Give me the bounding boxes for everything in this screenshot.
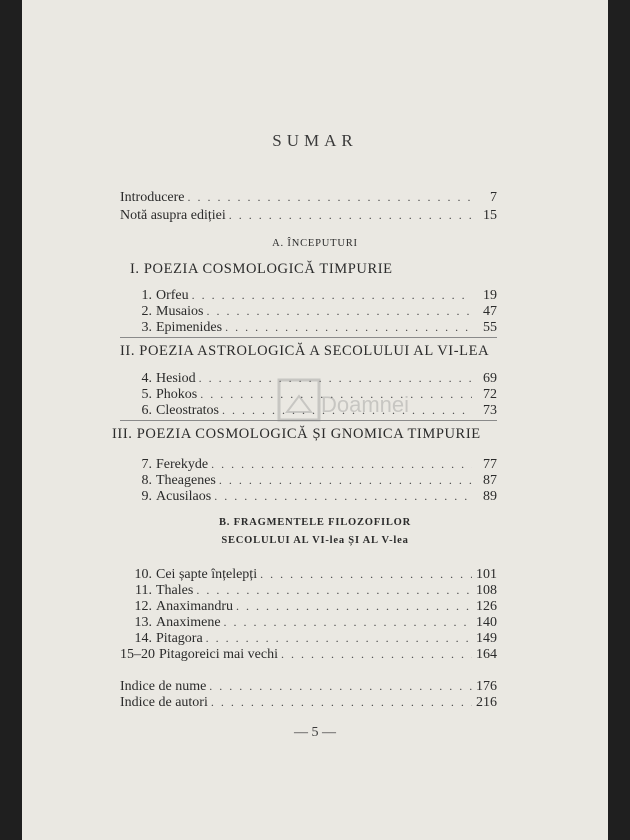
- entry-page: 176: [476, 679, 497, 694]
- leader-dots: [281, 645, 472, 663]
- entry-label: Introducere: [120, 190, 185, 205]
- entry-page: 73: [483, 403, 497, 418]
- entry-page: 77: [483, 457, 497, 472]
- entry-number: 7.: [141, 457, 152, 472]
- entry-page: 101: [476, 567, 497, 582]
- entry-label: Notă asupra ediției: [120, 208, 226, 223]
- watermark-text: Doamnei: [321, 392, 410, 417]
- section-b-heading-line2: SECOLULUI AL VI-lea ȘI AL V-lea: [221, 535, 409, 546]
- entry-number: 6.: [141, 403, 152, 418]
- leader-dots: [229, 206, 472, 224]
- part-2-heading: II. POEZIA ASTROLOGICĂ A SECOLULUI AL VI-LEA: [120, 343, 490, 359]
- toc-entry: [130, 318, 497, 336]
- entry-label: Pitagora: [156, 631, 203, 646]
- toc-entry-indice-autori: [120, 693, 497, 711]
- entry-number: 3.: [141, 320, 152, 335]
- entry-label: Acusilaos: [156, 489, 212, 504]
- entry-number: 5.: [141, 387, 152, 402]
- entry-page: 108: [476, 583, 497, 598]
- entry-label: Pitagoreici mai vechi: [159, 647, 278, 662]
- entry-label: Anaximene: [156, 615, 221, 630]
- leader-dots: [214, 487, 472, 505]
- page-title: SUMAR: [272, 131, 358, 150]
- leader-dots: [225, 318, 472, 336]
- section-b-heading-line1: B. FRAGMENTELE FILOZOFILOR: [218, 517, 412, 528]
- leader-dots: [222, 401, 472, 419]
- toc-entry: [130, 487, 497, 505]
- entry-page: 216: [476, 695, 497, 710]
- entry-label: Phokos: [156, 387, 198, 402]
- entry-page: 87: [483, 473, 497, 488]
- entry-page: 55: [483, 320, 497, 335]
- entry-label: Epimenides: [156, 320, 223, 335]
- entry-page: 19: [483, 288, 497, 303]
- leader-dots: [211, 693, 472, 711]
- entry-label: Orfeu: [156, 288, 189, 303]
- entry-page: 15: [483, 208, 497, 223]
- toc-entry: [120, 645, 497, 663]
- entry-label: Indice de nume: [120, 679, 207, 694]
- entry-label: Cei șapte înțelepți: [156, 567, 258, 582]
- entry-number: 11.: [135, 583, 152, 598]
- entry-number: 1.: [141, 288, 152, 303]
- section-a-heading: A. ÎNCEPUTURI: [272, 238, 358, 249]
- entry-page: 164: [476, 647, 497, 662]
- entry-number: 8.: [141, 473, 152, 488]
- entry-page: 47: [483, 304, 497, 319]
- book-page: [22, 0, 608, 840]
- entry-number: 10.: [134, 567, 152, 582]
- entry-label: Ferekyde: [156, 457, 209, 472]
- entry-label: Hesiod: [156, 371, 196, 386]
- entry-page: 7: [490, 190, 497, 205]
- entry-page: 69: [483, 371, 497, 386]
- toc-entry-nota: [120, 206, 497, 224]
- entry-number: 14.: [134, 631, 152, 646]
- entry-number: 2.: [141, 304, 152, 319]
- entry-page: 140: [476, 615, 497, 630]
- entry-label: Theagenes: [156, 473, 216, 488]
- entry-page: 149: [476, 631, 497, 646]
- entry-number: 15–20: [120, 647, 155, 662]
- entry-number: 9.: [141, 489, 152, 504]
- entry-label: Thales: [156, 583, 194, 598]
- toc-entry-introducere: [120, 188, 497, 206]
- entry-number: 12.: [134, 599, 152, 614]
- page-number: — 5 —: [294, 725, 336, 740]
- entry-label: Musaios: [156, 304, 204, 319]
- entry-number: 13.: [134, 615, 152, 630]
- entry-label: Anaximandru: [156, 599, 233, 614]
- entry-page: 89: [483, 489, 497, 504]
- entry-label: Indice de autori: [120, 695, 208, 710]
- entry-number: 4.: [141, 371, 152, 386]
- toc-entry: [130, 401, 497, 419]
- divider: [120, 420, 497, 421]
- part-3-heading: III. POEZIA COSMOLOGICĂ ȘI GNOMICA TIMPURIE: [112, 426, 481, 442]
- entry-page: 72: [483, 387, 497, 402]
- part-1-heading: I. POEZIA COSMOLOGICĂ TIMPURIE: [130, 261, 393, 277]
- entry-label: Cleostratos: [156, 403, 219, 418]
- divider: [120, 337, 497, 338]
- leader-dots: [188, 188, 472, 206]
- entry-page: 126: [476, 599, 497, 614]
